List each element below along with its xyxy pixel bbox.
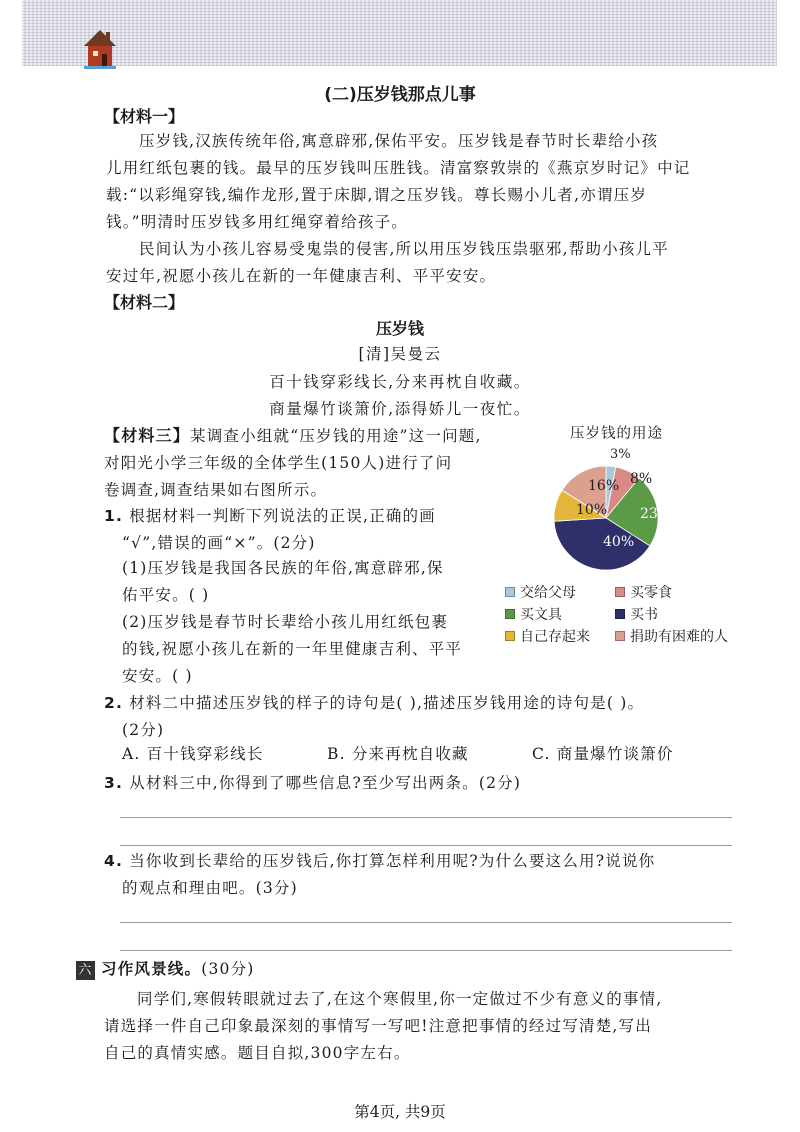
- legend-item: [505, 604, 562, 624]
- poem-title: 压岁钱: [375, 319, 424, 338]
- poem-author: [清]吴曼云: [358, 345, 442, 363]
- legend-swatch: [505, 587, 515, 597]
- legend-swatch: [505, 631, 515, 641]
- question-1: 1. 根据材料一判断下列说法的正误,正确的画 “√”,错误的画“×”。(2分): [104, 507, 436, 552]
- page-footer: 第4页, 共9页: [354, 1103, 446, 1121]
- chart-title: 压岁钱的用途: [570, 426, 663, 442]
- house-icon: [80, 26, 120, 70]
- answer-line[interactable]: [120, 950, 732, 951]
- material3-tag: 【材料三】: [104, 426, 191, 445]
- legend-item: [505, 626, 590, 646]
- legend-item: [615, 626, 728, 646]
- material3-text: 【材料三】某调查小组就“压岁钱的用途”这一问题, 对阳光小学三年级的全体学生(150人)进行了问 卷调查,调查结果如右图所示。: [104, 426, 482, 499]
- material1-para2: 民间认为小孩儿容易受鬼祟的侵害,所以用压岁钱压祟驱邪,帮助小孩儿平 安过年,祝愿小孩儿在新的一年健康吉利、平平安安。: [106, 240, 669, 285]
- option-b: B. 分来再枕自收藏: [327, 745, 469, 763]
- legend-label: 买零食: [630, 585, 672, 601]
- header-band: [22, 0, 777, 66]
- composition-text: 同学们,寒假转眼就过去了,在这个寒假里,你一定做过不少有意义的事情, 请选择一件自己印象最深刻的事情写一写吧!注意把事情的经过写清楚,写出 自己的真情实感。题目自拟,300字左右。: [104, 990, 663, 1062]
- poem-line-1: 百十钱穿彩线长,分来再枕自收藏。: [269, 373, 531, 391]
- material1-para1: 压岁钱,汉族传统年俗,寓意辟邪,保佑平安。压岁钱是春节时长辈给小孩 儿用红纸包裹的钱。最早的压岁钱叫压胜钱。清富察敦崇的《燕京岁时记》中记 载:“以彩绳穿钱,编作龙形,置于床脚,谓之压岁钱。尊长赐小儿者,亦谓压岁 钱。”明清时压岁钱多用红绳穿着给孩子。: [106, 132, 691, 231]
- pie-data-label: 8%: [630, 471, 653, 487]
- option-a: A. 百十钱穿彩线长: [122, 745, 264, 763]
- question-2: 2. 材料二中描述压岁钱的样子的诗句是( ),描述压岁钱用途的诗句是( )。 (2分): [104, 694, 645, 739]
- legend-swatch: [615, 631, 625, 641]
- legend-item: [505, 582, 576, 602]
- question-1-2: (2)压岁钱是春节时长辈给小孩儿用红纸包裹 的钱,祝愿小孩儿在新的一年里健康吉利、平平 安安。( ): [122, 613, 463, 685]
- option-c: C. 商量爆竹谈箫价: [532, 745, 674, 763]
- legend-label: 自己存起来: [520, 629, 590, 645]
- question-2-options: [122, 741, 762, 768]
- pie-data-label: 40%: [603, 534, 635, 550]
- pie-data-label: 23%: [640, 506, 672, 522]
- section-title: (二)压岁钱那点儿事: [324, 85, 476, 105]
- legend-label: 交给父母: [520, 585, 576, 601]
- pie-chart: [548, 438, 672, 578]
- material1-tag: 【材料一】: [104, 107, 185, 126]
- poem-line-2: 商量爆竹谈箫价,添得娇儿一夜忙。: [269, 400, 531, 418]
- question-3: 3. 从材料三中,你得到了哪些信息?至少写出两条。(2分): [104, 774, 522, 792]
- legend-label: 捐助有困难的人: [630, 629, 728, 645]
- legend-swatch: [615, 587, 625, 597]
- answer-line[interactable]: [120, 922, 732, 923]
- question-1-1: (1)压岁钱是我国各民族的年俗,寓意辟邪,保 佑平安。( ): [122, 559, 444, 604]
- material2-tag: 【材料二】: [104, 293, 185, 312]
- answer-line[interactable]: [120, 845, 732, 846]
- legend-item: [615, 582, 672, 602]
- legend-swatch: [505, 609, 515, 619]
- pie-data-label: 3%: [610, 447, 631, 462]
- legend-label: 买文具: [520, 607, 562, 623]
- composition-heading: 六 习作风景线。(30分): [76, 956, 756, 983]
- pie-data-label: 10%: [576, 502, 608, 518]
- section-six-badge: 六: [76, 961, 95, 980]
- answer-line[interactable]: [120, 817, 732, 818]
- legend-swatch: [615, 609, 625, 619]
- pie-data-label: 16%: [588, 478, 620, 494]
- question-4: 4. 当你收到长辈给的压岁钱后,你打算怎样利用呢?为什么要这么用?说说你 的观点和理由吧。(3分): [104, 852, 656, 897]
- legend-item: [615, 604, 658, 624]
- legend-label: 买书: [630, 607, 658, 623]
